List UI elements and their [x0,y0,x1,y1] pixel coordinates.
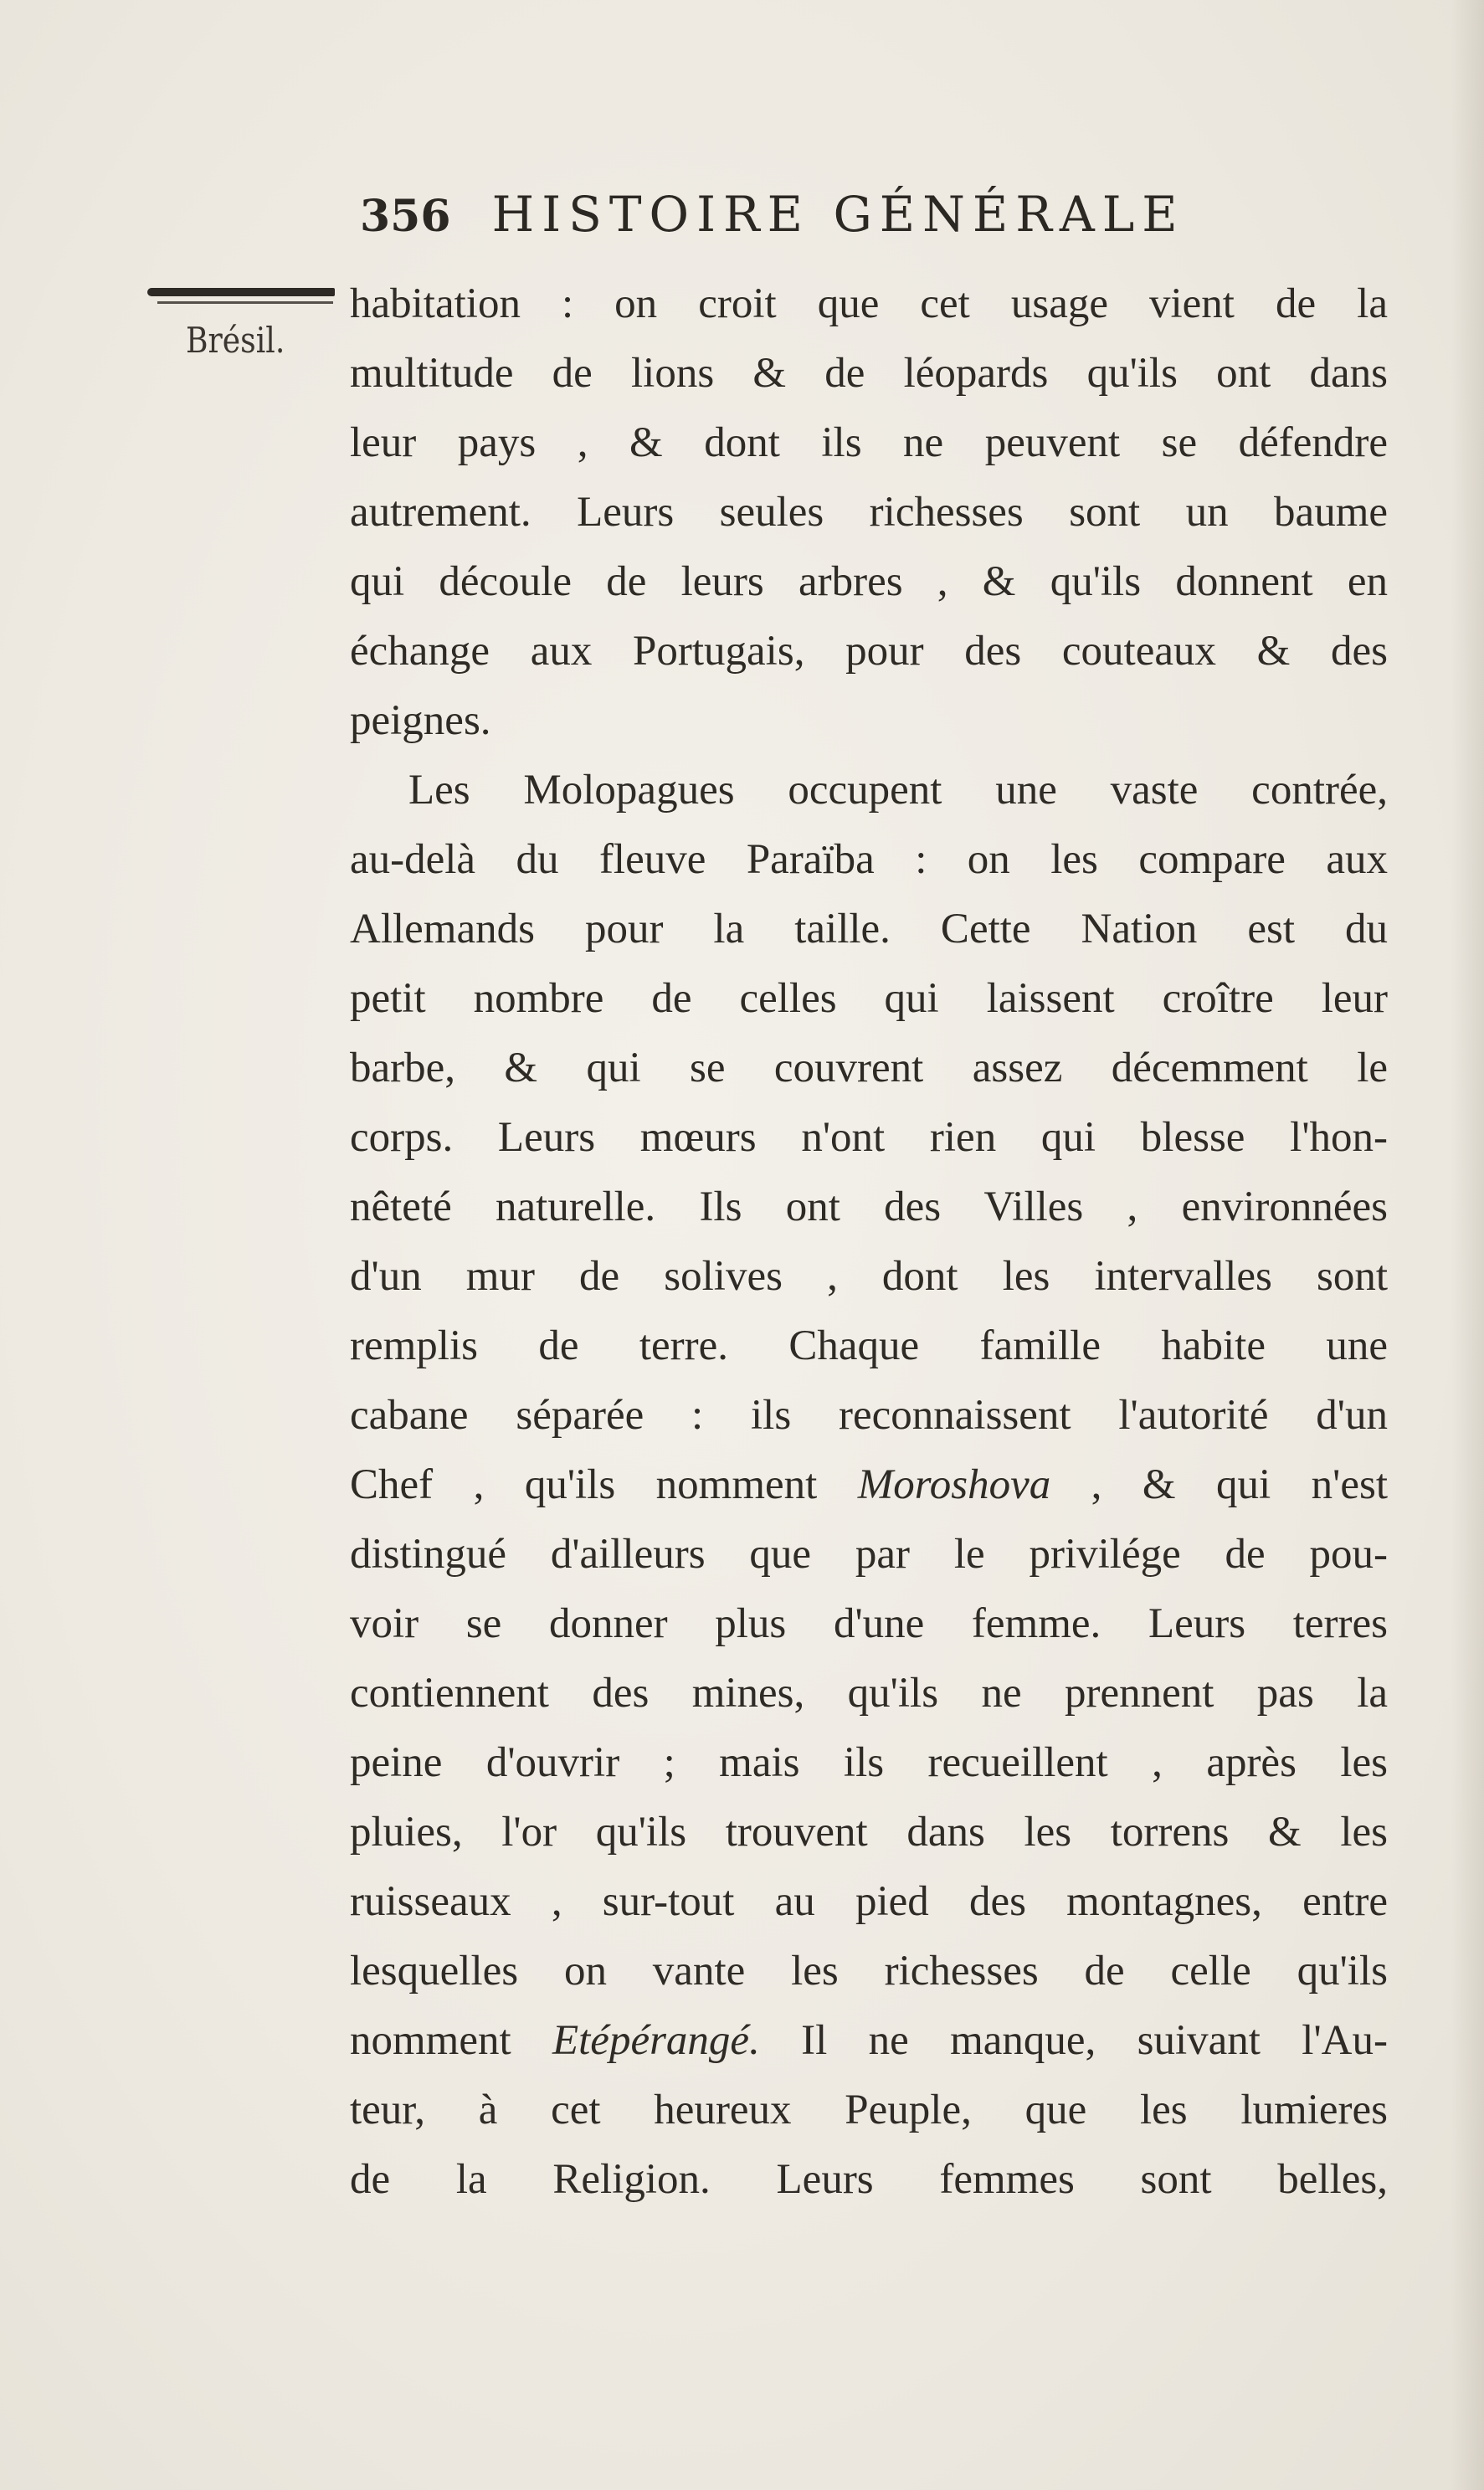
text-segment: Chef , qu'ils nomment [350,1461,858,1508]
text-line: nêteté naturelle. Ils ont des Villes , environnées [350,1183,1388,1230]
text-line: multitude de lions & de léopards qu'ils ont dans [350,350,1388,397]
running-head [360,186,1281,243]
text-line: autrement. Leurs seules richesses sont un baume [350,489,1388,536]
text-line: d'un mur de solives , dont les intervalles sont [350,1253,1388,1300]
text-line: cabane séparée : ils reconnaissent l'autorité d'un [350,1392,1388,1439]
italic-name-eteperange: Etépérangé. [552,2017,760,2064]
text-line: teur, à cet heureux Peuple, que les lumieres [350,2087,1388,2133]
text-line: ruisseaux , sur-tout au pied des montagnes, entre [350,1878,1388,1925]
text-line: qui découle de leurs arbres , & qu'ils donnent en [350,558,1388,605]
text-segment: nomment [350,2017,552,2064]
text-line: échange aux Portugais, pour des couteaux & des [350,628,1388,675]
text-line: voir se donner plus d'une femme. Leurs terres [350,1600,1388,1647]
text-line: leur pays , & dont ils ne peuvent se défendre [350,419,1388,466]
text-line: de la Religion. Leurs femmes sont belles, [350,2156,1388,2203]
text-line: peine d'ouvrir ; mais ils recueillent , après les [350,1739,1388,1786]
text-segment: , & qui n'est [1050,1461,1389,1508]
text-line: barbe, & qui se couvrent assez décemment le [350,1045,1388,1091]
text-line: corps. Leurs mœurs n'ont rien qui blesse l'hon- [350,1114,1388,1161]
text-line: distingué d'ailleurs que par le privilége de pou- [350,1531,1388,1578]
running-title: HISTOIRE GÉNÉRALE [491,186,1185,243]
text-line: remplis de terre. Chaque famille habite une [350,1322,1388,1369]
marginal-note: Brésil. [186,320,285,361]
paragraph-end-line: peignes. [350,697,491,744]
text-line: Allemands pour la taille. Cette Nation est du [350,906,1388,952]
text-line: au-delà du fleuve Paraïba : on les compare aux [350,836,1388,883]
text-line: contiennent des mines, qu'ils ne prennent pas la [350,1670,1388,1717]
text-line-with-italic [350,2006,1388,2076]
body-text [350,270,1388,2215]
text-line-with-italic [350,1450,1388,1520]
text-line: habitation : on croit que cet usage vient de la [350,280,1388,327]
page-number: 356 [360,191,451,242]
text-segment: Il ne manque, suivant l'Au- [759,2017,1388,2064]
text-line: lesquelles on vante les richesses de celle qu'ils [350,1948,1388,1995]
page-edge-shadow [1451,0,1484,2490]
margin-rule-mark [147,288,335,296]
paragraph-start-line: Les Molopagues occupent une vaste contrée, [408,767,1388,814]
text-line: petit nombre de celles qui laissent croître leur [350,975,1388,1022]
italic-name-moroshova: Moroshova [857,1461,1051,1508]
text-line: pluies, l'or qu'ils trouvent dans les torrens & les [350,1809,1388,1856]
